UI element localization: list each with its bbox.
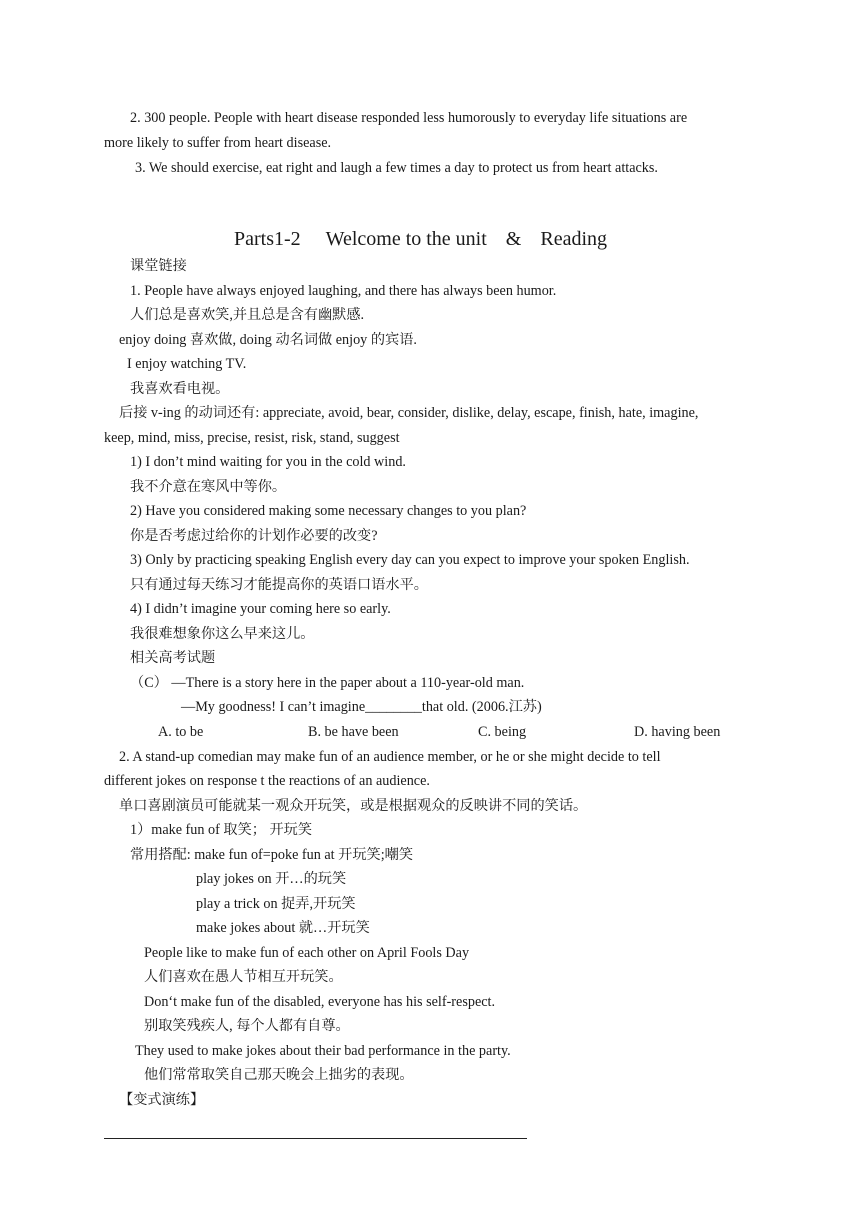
translation-mind: 我不介意在寒风中等你。 — [130, 479, 287, 495]
grammar-note-enjoy: enjoy doing 喜欢做, doing 动名词做 enjoy 的宾语. — [119, 332, 417, 348]
translation-1: 人们总是喜欢笑,并且总是含有幽默感. — [130, 307, 365, 323]
intro-line-2: more likely to suffer from heart disease. — [104, 135, 332, 151]
translation-april-fools: 人们喜欢在愚人节相互开玩笑。 — [144, 969, 343, 985]
option-a: A. to be — [158, 724, 204, 740]
title-ampersand: & — [505, 228, 522, 250]
section-title — [234, 227, 607, 251]
example-disabled: Don‘t make fun of the disabled, everyone has his self-respect. — [144, 994, 496, 1010]
example-enjoy: I enjoy watching TV. — [127, 356, 247, 372]
footnote-divider — [104, 1138, 527, 1139]
point-2-line-2: different jokes on response t the reactions of an audience. — [104, 773, 430, 789]
translation-consider: 你是否考虑过给你的计划作必要的改变? — [130, 528, 378, 544]
heading-class-link: 课堂链接 — [130, 258, 187, 274]
translation-disabled: 别取笑残疾人, 每个人都有自尊。 — [144, 1018, 350, 1034]
collocation-play-jokes: play jokes on 开…的玩笑 — [196, 871, 347, 887]
exam-question: （C） —There is a story here in the paper about a 110-year-old man. — [130, 675, 525, 691]
translation-enjoy: 我喜欢看电视。 — [130, 381, 230, 397]
translation-party: 他们常常取笑自己那天晚会上拙劣的表现。 — [144, 1067, 414, 1083]
example-sentence-1: 1. People have always enjoyed laughing, and there has always been humor. — [130, 283, 557, 299]
example-imagine: 4) I didn’t imagine your coming here so early. — [130, 601, 391, 617]
collocations-heading: 常用搭配: make fun of=poke fun at 开玩笑;嘲笑 — [130, 847, 414, 863]
option-d: D. having been — [634, 724, 721, 740]
collocation-make-jokes: make jokes about 就…开玩笑 — [196, 920, 370, 936]
option-b: B. be have been — [308, 724, 399, 740]
example-consider: 2) Have you considered making some necessary changes to you plan? — [130, 503, 527, 519]
example-practice: 3) Only by practicing speaking English every day can you expect to improve your spoken English. — [130, 552, 690, 568]
heading-exam-questions: 相关高考试题 — [130, 650, 216, 666]
heading-variant-practice: 【变式演练】 — [119, 1092, 205, 1108]
ving-verbs-line-1: 后接 v-ing 的动词还有: appreciate, avoid, bear, consider, dislike, delay, escape, finish, hate, imagine, — [119, 405, 699, 421]
option-c: C. being — [478, 724, 527, 740]
point-2-translation: 单口喜剧演员可能就某一观众开玩笑，或是根据观众的反映讲不同的笑话。 — [119, 798, 588, 814]
make-fun-of-def: 1）make fun of 取笑； 开玩笑 — [130, 822, 313, 838]
example-april-fools: People like to make fun of each other on April Fools Day — [144, 945, 470, 961]
title-welcome: Welcome to the unit — [325, 228, 487, 250]
example-mind: 1) I don’t mind waiting for you in the cold wind. — [130, 454, 406, 470]
collocation-play-trick: play a trick on 捉弄,开玩笑 — [196, 896, 356, 912]
exam-question-reply: —My goodness! I can’t imagine________that old. (2006.江苏) — [181, 699, 542, 715]
translation-imagine: 我很难想象你这么早来这儿。 — [130, 626, 315, 642]
example-party: They used to make jokes about their bad performance in the party. — [135, 1043, 511, 1059]
point-2-line-1: 2. A stand-up comedian may make fun of an audience member, or he or she might decide to tell — [119, 749, 661, 765]
ving-verbs-line-2: keep, mind, miss, precise, resist, risk, stand, suggest — [104, 430, 400, 446]
title-part: Parts1-2 — [234, 228, 301, 250]
intro-line-1: 2. 300 people. People with heart disease responded less humorously to everyday life situations are — [130, 110, 688, 126]
intro-line-3: 3. We should exercise, eat right and laugh a few times a day to protect us from heart attacks. — [135, 160, 658, 176]
title-reading: Reading — [540, 228, 608, 250]
translation-practice: 只有通过每天练习才能提高你的英语口语水平。 — [130, 577, 428, 593]
